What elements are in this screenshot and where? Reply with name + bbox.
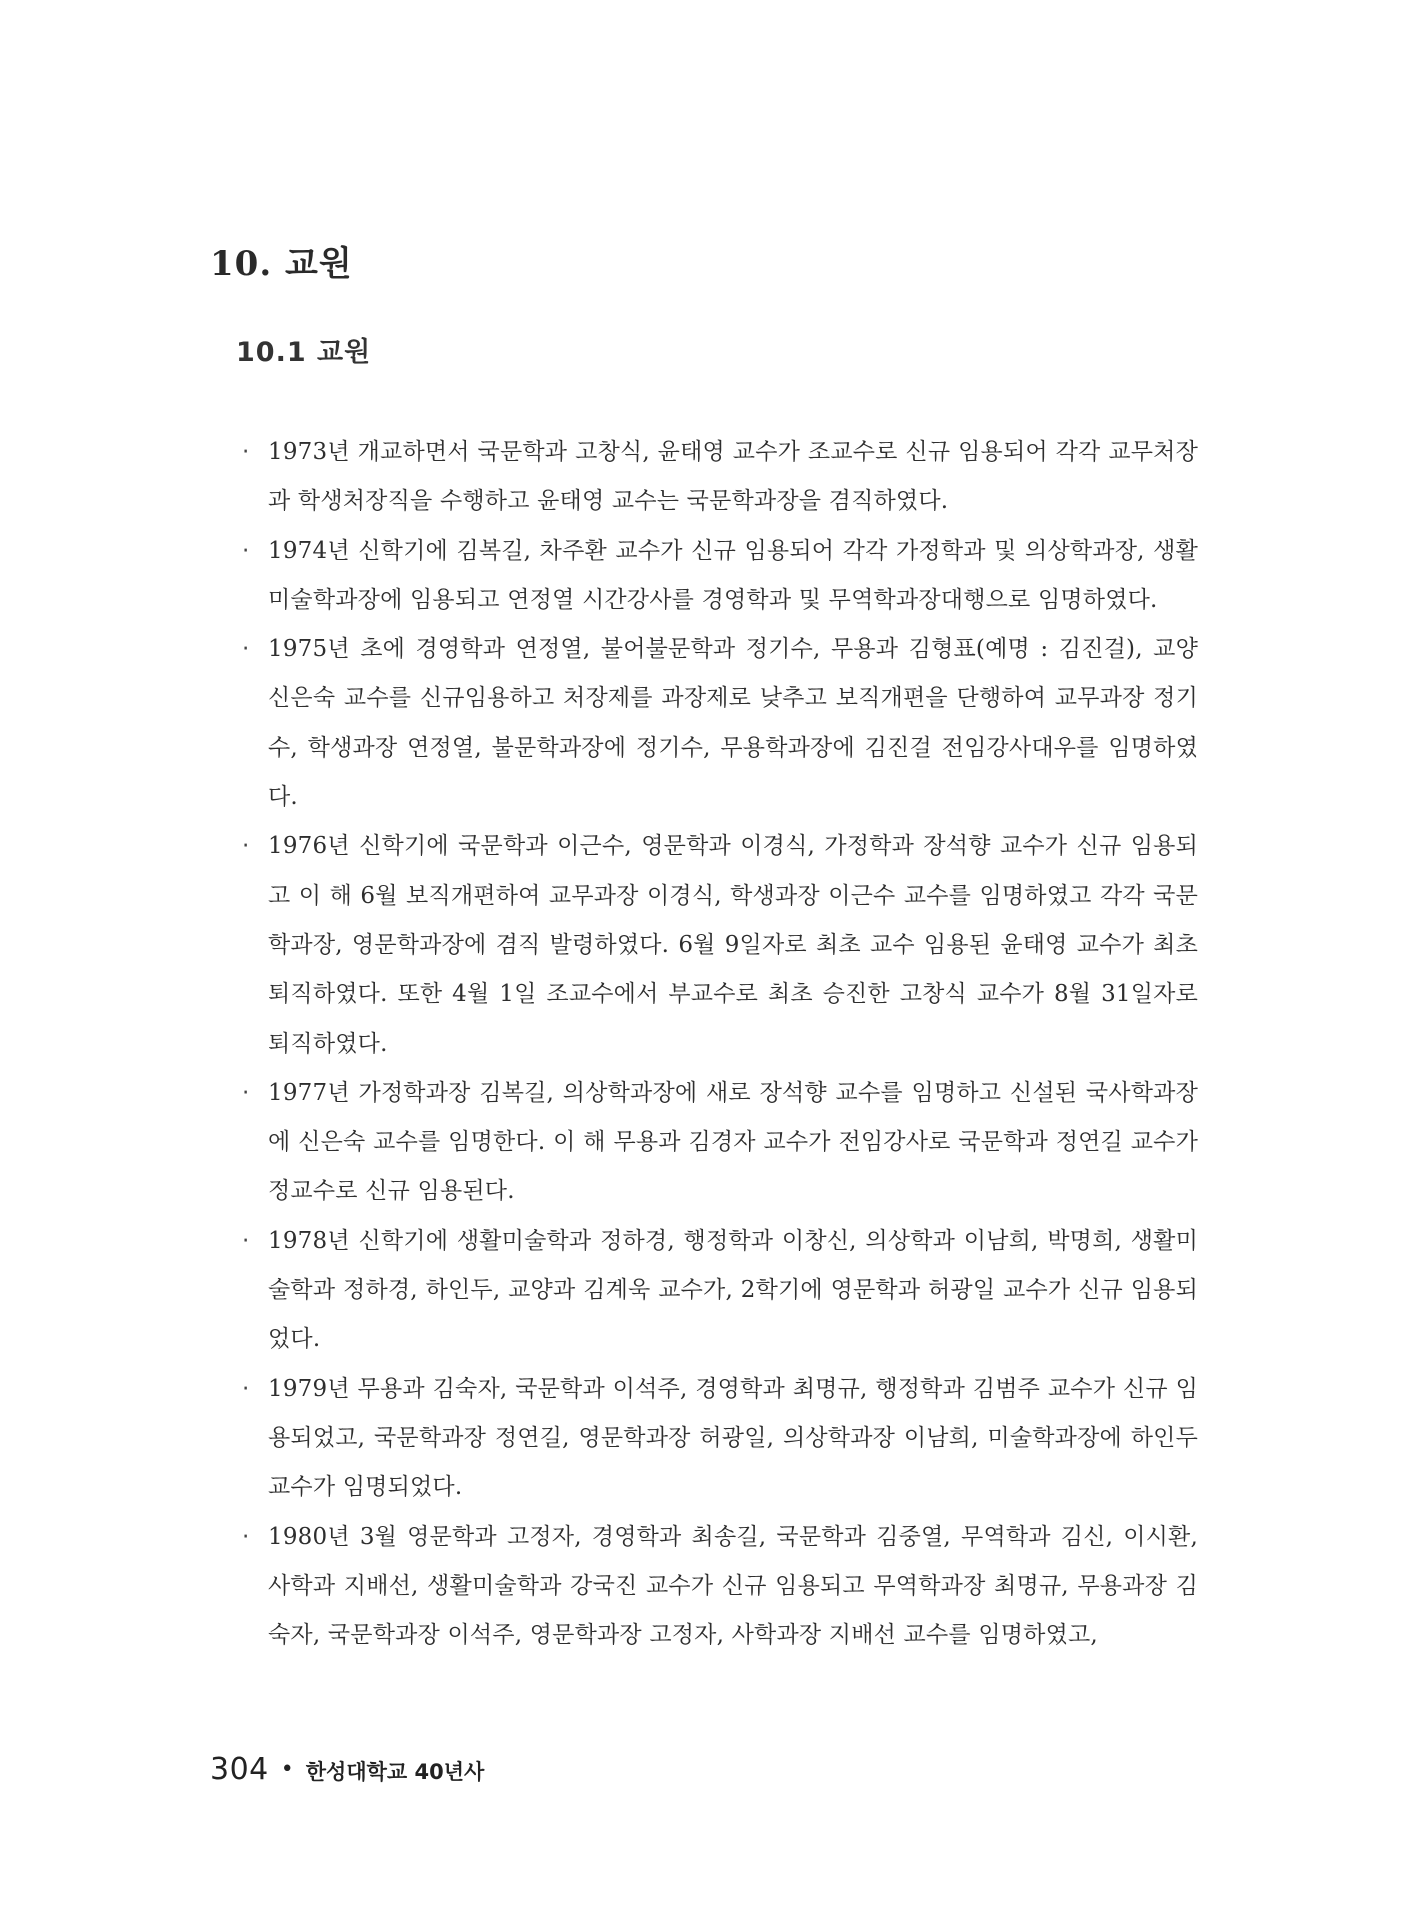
page-number: 304 — [210, 1752, 269, 1787]
bullet-mark: · — [242, 833, 250, 860]
bullet-mark: · — [242, 1227, 250, 1254]
entry-text: 1973년 개교하면서 국문학과 고창식, 윤태영 교수가 조교수로 신규 임용되어 각각 교무처장과 학생처장직을 수행하고 윤태영 교수는 국문학과장을 겸직하였다. — [268, 439, 1198, 515]
footer-separator: • — [280, 1757, 294, 1782]
history-entry-1978 — [240, 1217, 1198, 1365]
entry-text: 1976년 신학기에 국문학과 이근수, 영문학과 이경식, 가정학과 장석향 교수가 신규 임용되고 이 해 6월 보직개편하여 교무과장 이경식, 학생과장 이근수 교수를 임명하였고 각각 국문학과장, 영문학과장에 겸직 발령하였다. 6월 9일자로 최초 교수 임용된 윤태영 교수가 최초 퇴직하였다. 또한 4월 1일 조교수에서 부교수로 최초 승진한 고창식 교수가 8월 31일자로 퇴직하였다. — [268, 833, 1198, 1057]
bullet-mark: · — [242, 1375, 250, 1402]
bullet-mark: · — [242, 636, 250, 663]
faculty-history-list — [240, 428, 1198, 1660]
history-entry-1973 — [240, 428, 1198, 527]
history-entry-1977 — [240, 1069, 1198, 1217]
book-title: 한성대학교 40년사 — [305, 1760, 485, 1784]
page-footer — [210, 1752, 484, 1787]
entry-text: 1980년 3월 영문학과 고정자, 경영학과 최송길, 국문학과 김중열, 무역학과 김신, 이시환, 사학과 지배선, 생활미술학과 강국진 교수가 신규 임용되고 무역학과장 최명규, 무용과장 김숙자, 국문학과장 이석주, 영문학과장 고정자, 사학과장 지배선 교수를 임명하였고, — [268, 1523, 1198, 1649]
chapter-title: 10. 교원 — [210, 244, 353, 284]
history-entry-1975 — [240, 625, 1198, 822]
entry-text: 1977년 가정학과장 김복길, 의상학과장에 새로 장석향 교수를 임명하고 신설된 국사학과장에 신은숙 교수를 임명한다. 이 해 무용과 김경자 교수가 전임강사로 국문학과 정연길 교수가 정교수로 신규 임용된다. — [268, 1079, 1198, 1205]
entry-text: 1978년 신학기에 생활미술학과 정하경, 행정학과 이창신, 의상학과 이남희, 박명희, 생활미술학과 정하경, 하인두, 교양과 김계욱 교수가, 2학기에 영문학과 허광일 교수가 신규 임용되었다. — [268, 1227, 1198, 1353]
bullet-mark: · — [242, 439, 250, 465]
bullet-mark: · — [242, 1079, 250, 1106]
history-entry-1974 — [240, 527, 1198, 626]
history-entry-1979 — [240, 1365, 1198, 1513]
bullet-mark: · — [242, 1523, 250, 1550]
history-entry-1976 — [240, 822, 1198, 1068]
bullet-mark: · — [242, 537, 250, 564]
entry-text: 1979년 무용과 김숙자, 국문학과 이석주, 경영학과 최명규, 행정학과 김범주 교수가 신규 임용되었고, 국문학과장 정연길, 영문학과장 허광일, 의상학과장 이남희, 미술학과장에 하인두 교수가 임명되었다. — [268, 1375, 1198, 1501]
section-title: 10.1 교원 — [236, 337, 372, 368]
entry-text: 1975년 초에 경영학과 연정열, 불어불문학과 정기수, 무용과 김형표(예명 : 김진걸), 교양 신은숙 교수를 신규임용하고 처장제를 과장제로 낮추고 보직개편을 단행하여 교무과장 정기수, 학생과장 연정열, 불문학과장에 정기수, 무용학과장에 김진걸 전임강사대우를 임명하였다. — [268, 636, 1198, 811]
entry-text: 1974년 신학기에 김복길, 차주환 교수가 신규 임용되어 각각 가정학과 및 의상학과장, 생활미술학과장에 임용되고 연정열 시간강사를 경영학과 및 무역학과장대행으로 임명하였다. — [268, 537, 1198, 613]
history-entry-1980 — [240, 1513, 1198, 1661]
